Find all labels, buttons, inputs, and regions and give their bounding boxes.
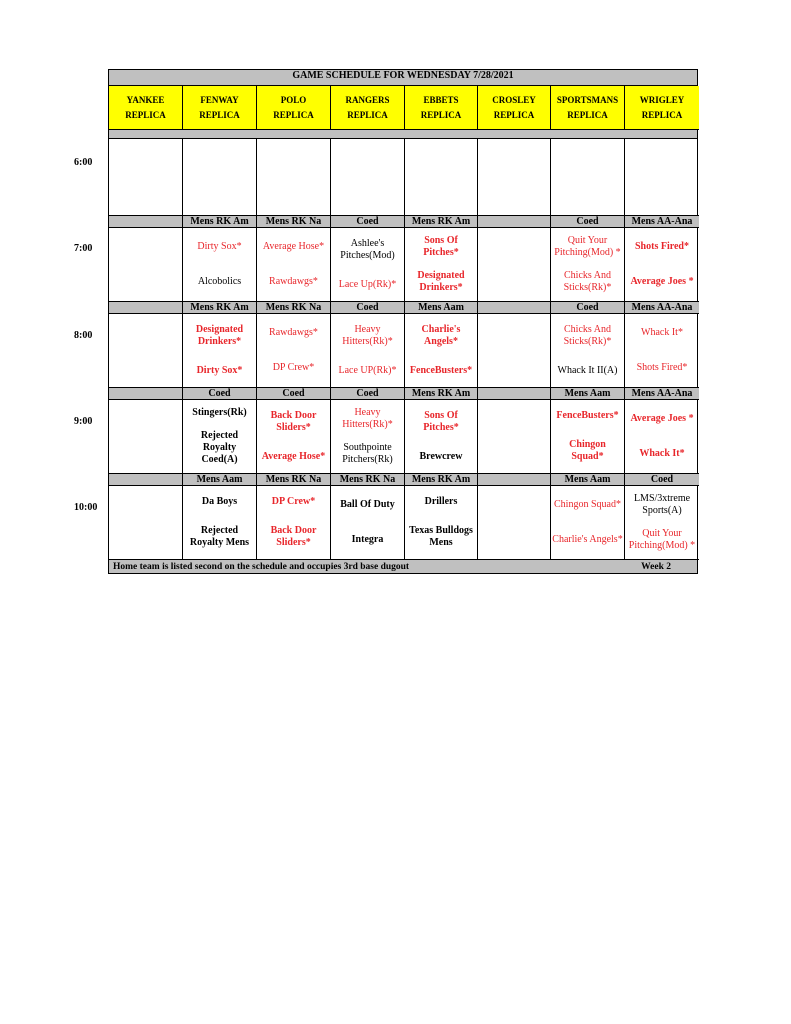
home-team: Lace UP(Rk)*	[338, 365, 397, 377]
game-cell	[551, 228, 625, 302]
home-team: FenceBusters*	[409, 365, 473, 377]
division-label: Coed	[331, 216, 405, 228]
games-row	[109, 228, 697, 302]
away-team: Designated Drinkers*	[195, 323, 244, 347]
field-header-yankee	[109, 86, 183, 130]
field-sub: REPLICA	[199, 110, 240, 121]
field-name: RANGERS	[345, 94, 390, 105]
field-header-wrigley	[625, 86, 699, 130]
games-row	[109, 314, 697, 388]
home-team: Average Hose*	[261, 451, 326, 463]
game-cell	[109, 400, 183, 474]
empty-cell	[109, 139, 183, 216]
game-cell	[625, 228, 699, 302]
division-label: Mens AA-Ana	[625, 302, 699, 314]
home-team: Integra	[351, 534, 384, 546]
empty-cell	[405, 139, 478, 216]
away-team: Quit Your Pitching(Mod) *	[554, 234, 621, 258]
game-cell	[405, 314, 478, 388]
game-cell	[109, 228, 183, 302]
home-team: Whack It II(A)	[557, 365, 618, 377]
division-label: Coed	[551, 302, 625, 314]
empty-cell	[625, 139, 699, 216]
game-cell	[331, 400, 405, 474]
field-name: POLO	[280, 94, 307, 105]
game-cell	[551, 400, 625, 474]
division-label	[109, 388, 183, 400]
division-label: Mens Aam	[405, 302, 478, 314]
game-cell	[405, 400, 478, 474]
division-row	[109, 216, 697, 228]
field-sub: REPLICA	[273, 110, 314, 121]
division-label: Mens RK Na	[257, 302, 331, 314]
division-label: Mens Aam	[551, 474, 625, 486]
home-team: Rawdawgs*	[269, 276, 318, 288]
game-cell	[478, 314, 551, 388]
game-schedule-table	[108, 69, 698, 574]
field-sub: REPLICA	[641, 110, 683, 121]
game-cell	[331, 314, 405, 388]
game-cell	[257, 486, 331, 560]
game-cell	[109, 314, 183, 388]
home-team: Dirty Sox*	[196, 365, 243, 377]
schedule-title: GAME SCHEDULE FOR WEDNESDAY 7/28/2021	[109, 70, 697, 86]
empty-cell	[331, 139, 405, 216]
division-label: Coed	[551, 216, 625, 228]
home-team: Alcobolics	[197, 276, 242, 288]
empty-cell	[478, 139, 551, 216]
division-label: Mens RK Na	[331, 474, 405, 486]
header-spacer-band	[109, 130, 697, 139]
game-cell	[257, 400, 331, 474]
field-name: FENWAY	[200, 94, 239, 105]
games-row	[109, 486, 697, 560]
division-label: Mens RK Am	[405, 474, 478, 486]
field-sub: REPLICA	[125, 110, 166, 121]
division-label	[478, 216, 551, 228]
home-team: Average Joes *	[630, 276, 694, 288]
division-row	[109, 474, 697, 486]
home-team: Brewcrew	[419, 451, 463, 463]
division-label: Mens RK Am	[405, 388, 478, 400]
away-team: Dirty Sox*	[197, 240, 242, 252]
time-label: 10:00	[74, 502, 98, 513]
away-team: Da Boys	[201, 495, 238, 507]
games-row	[109, 400, 697, 474]
game-cell	[331, 486, 405, 560]
field-header-sportsmans	[551, 86, 625, 130]
empty-cell	[551, 139, 625, 216]
division-label: Coed	[183, 388, 257, 400]
away-team: Heavy Hitters(Rk)*	[342, 406, 393, 430]
away-team: Back Door Sliders*	[270, 409, 317, 433]
away-team: Rawdawgs*	[269, 326, 318, 338]
field-name: CROSLEY	[492, 94, 536, 105]
away-team: DP Crew*	[271, 495, 316, 507]
field-header-crosley	[478, 86, 551, 130]
division-label: Mens RK Am	[183, 216, 257, 228]
division-label: Coed	[625, 474, 699, 486]
division-label	[478, 474, 551, 486]
division-label: Mens RK Na	[257, 474, 331, 486]
field-header-row	[109, 86, 697, 130]
division-label	[109, 216, 183, 228]
home-team: Chicks And Sticks(Rk)*	[563, 270, 612, 294]
home-team: Chingon Squad*	[569, 439, 606, 463]
time-label: 7:00	[74, 243, 93, 254]
division-label: Mens RK Am	[405, 216, 478, 228]
home-team: Back Door Sliders*	[270, 525, 317, 549]
field-name: WRIGLEY	[639, 94, 685, 105]
game-cell	[551, 314, 625, 388]
game-cell	[183, 486, 257, 560]
game-cell	[257, 314, 331, 388]
home-team: Texas Bulldogs Mens	[409, 525, 473, 549]
home-team: Shots Fired*	[636, 362, 688, 374]
home-team: Whack It*	[639, 448, 685, 460]
game-cell	[257, 228, 331, 302]
empty-cell	[183, 139, 257, 216]
field-sub: REPLICA	[347, 110, 388, 121]
division-label: Coed	[331, 302, 405, 314]
division-label: Mens Aam	[183, 474, 257, 486]
game-cell	[405, 486, 478, 560]
away-team: Ball Of Duty	[340, 498, 395, 510]
division-label: Mens RK Na	[257, 216, 331, 228]
game-cell	[331, 228, 405, 302]
game-cell	[551, 486, 625, 560]
time-label: 6:00	[74, 157, 93, 168]
home-team: Rejected Royalty Coed(A)	[200, 430, 239, 466]
field-sub: REPLICA	[567, 110, 608, 121]
division-label: Mens Aam	[551, 388, 625, 400]
field-name: YANKEE	[126, 94, 165, 105]
division-label	[478, 302, 551, 314]
home-team: Charlie's Angels*	[552, 534, 623, 546]
division-label: Coed	[331, 388, 405, 400]
division-row	[109, 388, 697, 400]
division-label: Mens AA-Ana	[625, 216, 699, 228]
field-header-ebbets	[405, 86, 478, 130]
division-label: Mens RK Am	[183, 302, 257, 314]
away-team: LMS/3xtreme Sports(A)	[633, 492, 691, 516]
game-cell	[478, 228, 551, 302]
time-label: 9:00	[74, 416, 93, 427]
field-header-polo	[257, 86, 331, 130]
away-team: Stingers(Rk)	[192, 406, 247, 418]
away-team: Charlie's Angels*	[421, 323, 461, 347]
field-header-fenway	[183, 86, 257, 130]
game-cell	[183, 314, 257, 388]
field-name: EBBETS	[423, 94, 459, 105]
away-team: Sons Of Pitches*	[423, 234, 459, 258]
away-team: Ashlee's Pitches(Mod)	[340, 237, 395, 261]
game-cell	[405, 228, 478, 302]
field-header-rangers	[331, 86, 405, 130]
game-cell	[625, 400, 699, 474]
home-team: DP Crew*	[272, 362, 315, 374]
division-label: Coed	[257, 388, 331, 400]
away-team: Heavy Hitters(Rk)*	[342, 323, 393, 347]
game-cell	[109, 486, 183, 560]
away-team: Drillers	[424, 495, 458, 507]
away-team: Sons Of Pitches*	[423, 409, 459, 433]
division-label: Mens AA-Ana	[625, 388, 699, 400]
away-team: Chingon Squad*	[554, 498, 621, 510]
home-team: Designated Drinkers*	[417, 270, 465, 294]
away-team: Average Joes *	[630, 412, 694, 424]
home-team: Rejected Royalty Mens	[189, 525, 250, 549]
home-team: Quit Your Pitching(Mod) *	[628, 528, 696, 552]
game-cell	[183, 400, 257, 474]
away-team: Average Hose*	[262, 240, 325, 252]
away-team: Chicks And Sticks(Rk)*	[563, 323, 612, 347]
division-label	[478, 388, 551, 400]
field-sub: REPLICA	[493, 110, 535, 121]
empty-cell	[257, 139, 331, 216]
game-cell	[478, 486, 551, 560]
game-cell	[183, 228, 257, 302]
division-label	[109, 474, 183, 486]
field-sub: REPLICA	[420, 110, 462, 121]
time-label: 8:00	[74, 330, 93, 341]
game-cell	[478, 400, 551, 474]
away-team: Shots Fired*	[635, 240, 689, 252]
schedule-footer	[109, 560, 697, 573]
footer-week: Week 2	[641, 561, 671, 572]
away-team: FenceBusters*	[556, 409, 619, 421]
home-team: Lace Up(Rk)*	[338, 279, 397, 291]
game-cell	[625, 486, 699, 560]
footer-note: Home team is listed second on the schedule and occupies 3rd base dugout	[113, 561, 410, 572]
game-cell	[625, 314, 699, 388]
slot-6-00	[109, 139, 697, 216]
field-name: SPORTSMANS	[556, 94, 619, 105]
division-label	[109, 302, 183, 314]
away-team: Whack It*	[641, 326, 683, 338]
division-row	[109, 302, 697, 314]
home-team: Southpointe Pitchers(Rk)	[342, 442, 393, 466]
